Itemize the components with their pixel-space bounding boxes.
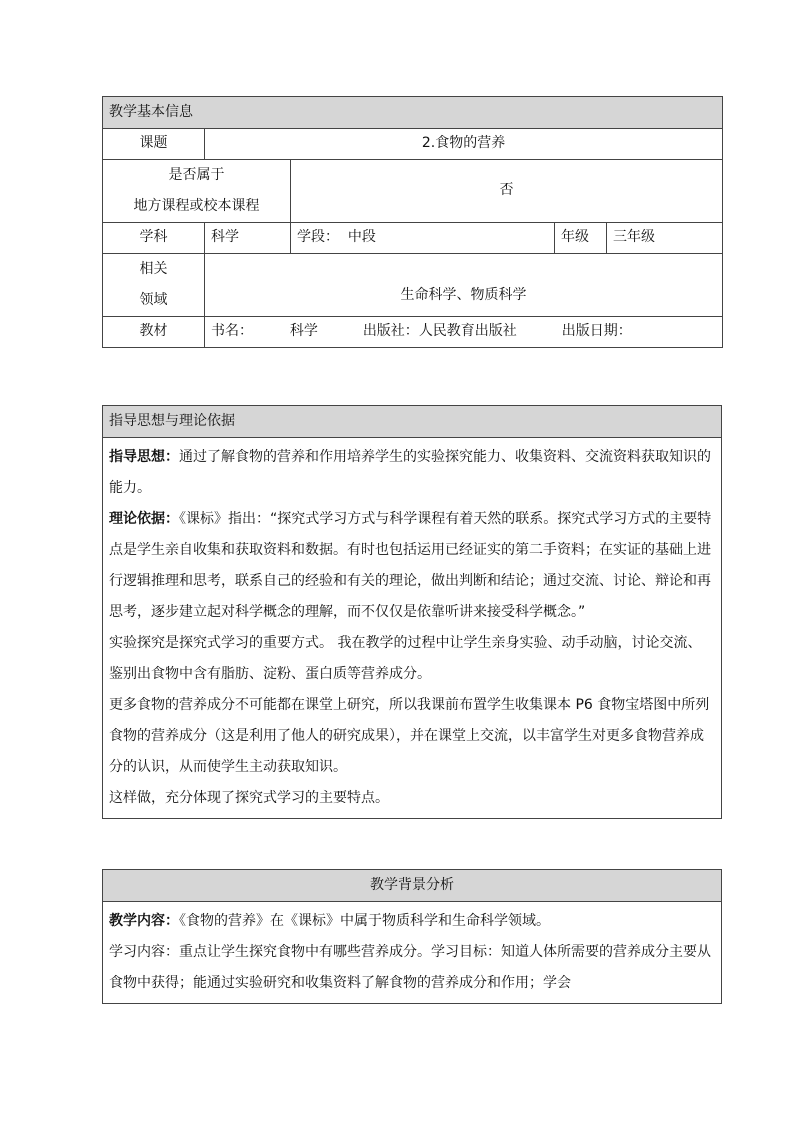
local-course-value: 否 (291, 160, 723, 223)
stage-label: 学段： (297, 229, 339, 246)
guiding-thought-text: 通过了解食物的营养和作用培养学生的实验探究能力、收集资料、交流资料获取知识的能力。 (109, 449, 711, 496)
background-body (103, 902, 722, 1004)
field-value: 生命科学、物质科学 (205, 254, 723, 317)
guidance-paragraph-5: 这样做，充分体现了探究式学习的主要特点。 (109, 790, 389, 806)
teaching-content-text: 《食物的营养》在《课标》中属于物质科学和生命科学领域。 (179, 913, 550, 929)
publisher-label: 出版社： (362, 323, 419, 340)
topic-label: 课题 (103, 129, 205, 160)
book-name-value: 科学 (289, 323, 318, 340)
local-course-label-line2: 地方课程或校本课程 (133, 198, 260, 214)
subject-value: 科学 (205, 223, 291, 254)
theory-basis-text: 《课标》指出：“探究式学习方式与科学课程有着天然的联系。探究式学习方式的主要特点是学生亲自收集和获取资料和数据。有时也包括运用已经证实的第二手资料；在实证的基础上进行逻辑推理和思考，联系自己的经验和有关的理论，做出判断和结论；通过交流、讨论、辩论和再思考，逐步建立起对科学概念的理解，而不仅仅是依靠听讲来接受科学概念。” (109, 511, 712, 620)
local-course-label (103, 160, 291, 223)
publisher-value: 人民教育出版社 (418, 323, 517, 340)
theory-basis-label: 理论依据： (109, 511, 179, 527)
guiding-thought-paragraph (109, 442, 715, 504)
subject-label: 学科 (103, 223, 205, 254)
teaching-content-label: 教学内容： (109, 913, 179, 929)
guiding-thought-label: 指导思想： (109, 449, 179, 465)
teaching-content-paragraph (109, 906, 715, 937)
grade-label: 年级 (555, 223, 607, 254)
book-name-label: 书名： (211, 323, 253, 340)
theory-basis-paragraph (109, 504, 715, 628)
local-course-label-line1: 是否属于 (168, 167, 225, 183)
guidance-table (102, 405, 722, 819)
stage-cell (291, 223, 555, 254)
field-label (103, 254, 205, 317)
guidance-body (103, 438, 722, 819)
field-label-line1: 相关 (139, 261, 168, 277)
background-header: 教学背景分析 (103, 870, 722, 902)
basic-info-header: 教学基本信息 (103, 97, 723, 129)
field-label-line2: 领域 (139, 292, 168, 308)
guidance-header: 指导思想与理论依据 (103, 406, 722, 438)
guidance-paragraph-3: 实验探究是探究式学习的重要方式。 我在教学的过程中让学生亲身实验、动手动脑，讨论交流、鉴别出食物中含有脂肪、淀粉、蛋白质等营养成分。 (109, 635, 702, 682)
learning-content-paragraph: 学习内容：重点让学生探究食物中有哪些营养成分。学习目标：知道人体所需要的营养成分主要从食物中获得；能通过实验研究和收集资料了解食物的营养成分和作用；学会 (109, 944, 711, 991)
textbook-info (205, 317, 723, 348)
pub-date-label: 出版日期： (561, 323, 632, 340)
topic-value: 2.食物的营养 (205, 129, 723, 160)
textbook-label: 教材 (103, 317, 205, 348)
guidance-paragraph-4: 更多食物的营养成分不可能都在课堂上研究，所以我课前布置学生收集课本 P6 食物宝塔图中所列食物的营养成分（这是利用了他人的研究成果），并在课堂上交流，以丰富学生对更多食物营养成分的认识，从而使学生主动获取知识。 (109, 697, 710, 775)
grade-value: 三年级 (607, 223, 723, 254)
basic-info-table (102, 96, 723, 348)
stage-value: 中段 (347, 229, 376, 246)
background-table (102, 869, 722, 1004)
